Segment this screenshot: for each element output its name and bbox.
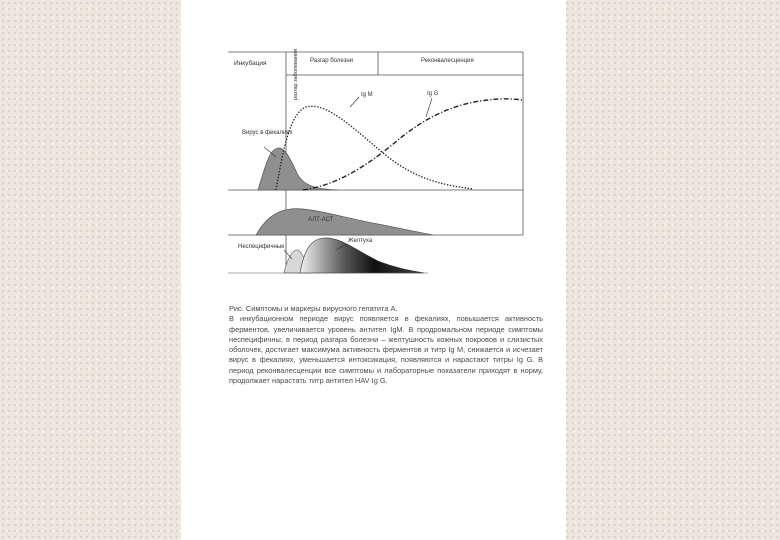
header-peak: Разгар болезни xyxy=(310,58,353,64)
figure-body-text: В инкубационном периоде вирус появляется в фекалиях, повышается активность ферментов, увеличивается уровень антител IgM. В продромальном периоде симптомы неспецифичны; в период разгара болезни – желтушность кожных покровов и слизистых оболочек, достигает максимума активность ферментов и титр Ig M, снижается и исчезает вирус в фекалиях, уменьшается интоксикация, появляются и нарастают титры Ig G. В период реконвалесценции все симптомы и лабораторные показатели приходят в норму, продолжает нарастать титр антител HAV Ig G. xyxy=(229,314,543,386)
figure-caption: Рис. Симптомы и маркеры вирусного гепатита А. xyxy=(229,304,398,313)
figure-text xyxy=(229,304,543,386)
nonspecific-label: Неспецифичные xyxy=(238,244,285,250)
vertical-label: разгар заболевания xyxy=(293,48,299,100)
virus-feces-label: Вирус в фекалиях xyxy=(242,130,293,136)
figure-chart xyxy=(228,45,528,275)
igm-pointer xyxy=(350,97,359,107)
virus-feces-area xyxy=(258,148,338,190)
igm-curve xyxy=(276,106,473,190)
igg-curve xyxy=(303,99,523,190)
alt-area xyxy=(256,209,433,235)
igm-label: Ig M xyxy=(361,92,373,98)
igg-pointer xyxy=(426,98,432,117)
header-reconvalescence: Реконвалесценция xyxy=(421,58,474,64)
alt-label: АЛТ-АСТ xyxy=(308,217,334,223)
igg-label: Ig G xyxy=(427,91,439,97)
header-incubation: Инкубация xyxy=(234,60,267,67)
jaundice-label: Желтуха xyxy=(348,238,373,244)
hepatitis-figure xyxy=(228,45,528,275)
